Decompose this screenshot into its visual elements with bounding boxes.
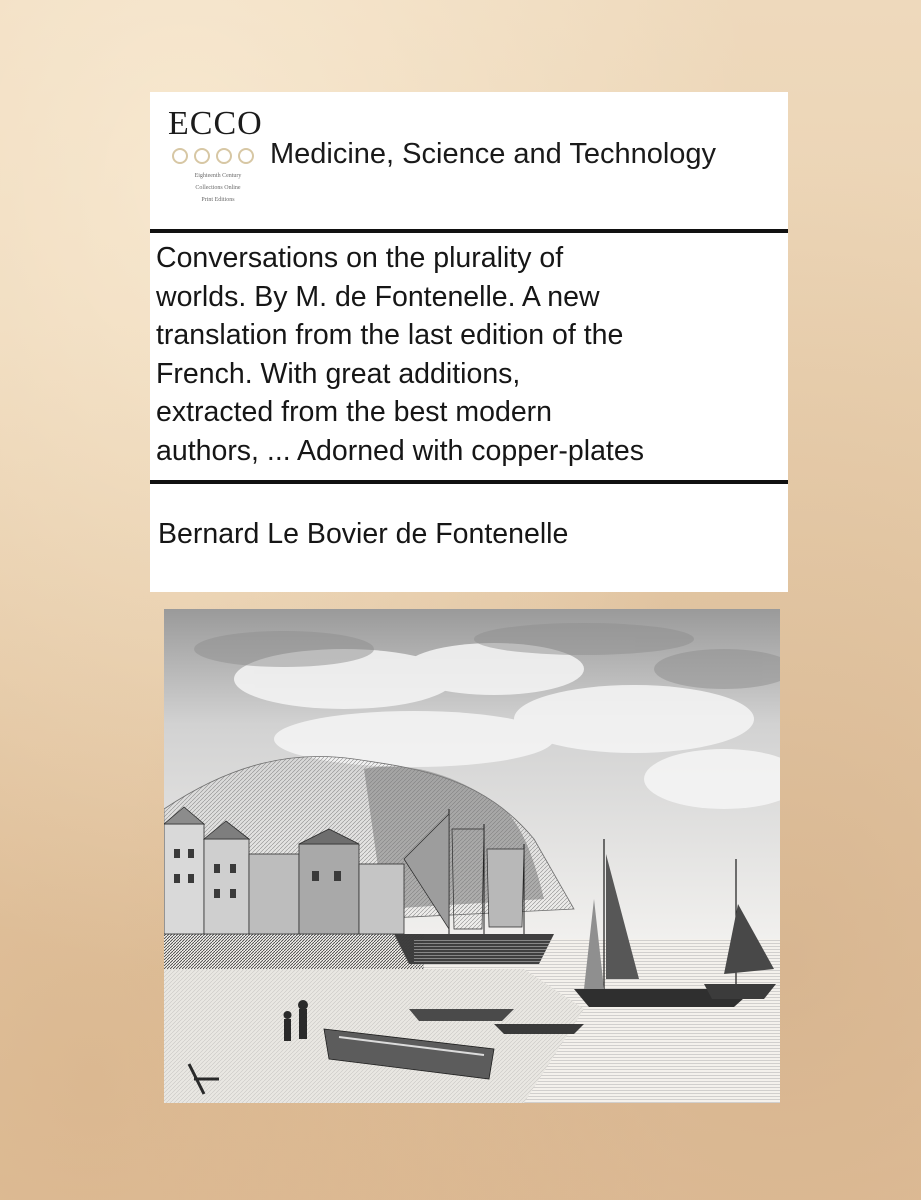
logo-caption-line-3: Print Editions xyxy=(201,197,235,203)
divider-top xyxy=(150,229,788,233)
ecco-logo xyxy=(168,106,268,216)
harbour-engraving-image xyxy=(164,609,780,1103)
cover-illustration xyxy=(164,609,780,1103)
divider-bottom xyxy=(150,480,788,484)
series-header xyxy=(150,92,788,226)
title-panel xyxy=(150,92,788,592)
logo-caption-line-1: Eighteenth Century xyxy=(194,173,242,179)
author-name: Bernard Le Bovier de Fontenelle xyxy=(158,518,569,550)
logo-caption-line-2: Collections Online xyxy=(195,185,241,191)
series-title: Medicine, Science and Technology xyxy=(270,138,717,170)
logo-wordmark: ECCO xyxy=(168,105,263,142)
logo-ornament-icon xyxy=(168,146,268,166)
book-title: Conversations on the plurality of worlds. By M. de Fontenelle. A new translation from the last edition of the French. With great additions, extracted from the best modern authors, ... Adorned with copper-plates xyxy=(156,242,644,467)
